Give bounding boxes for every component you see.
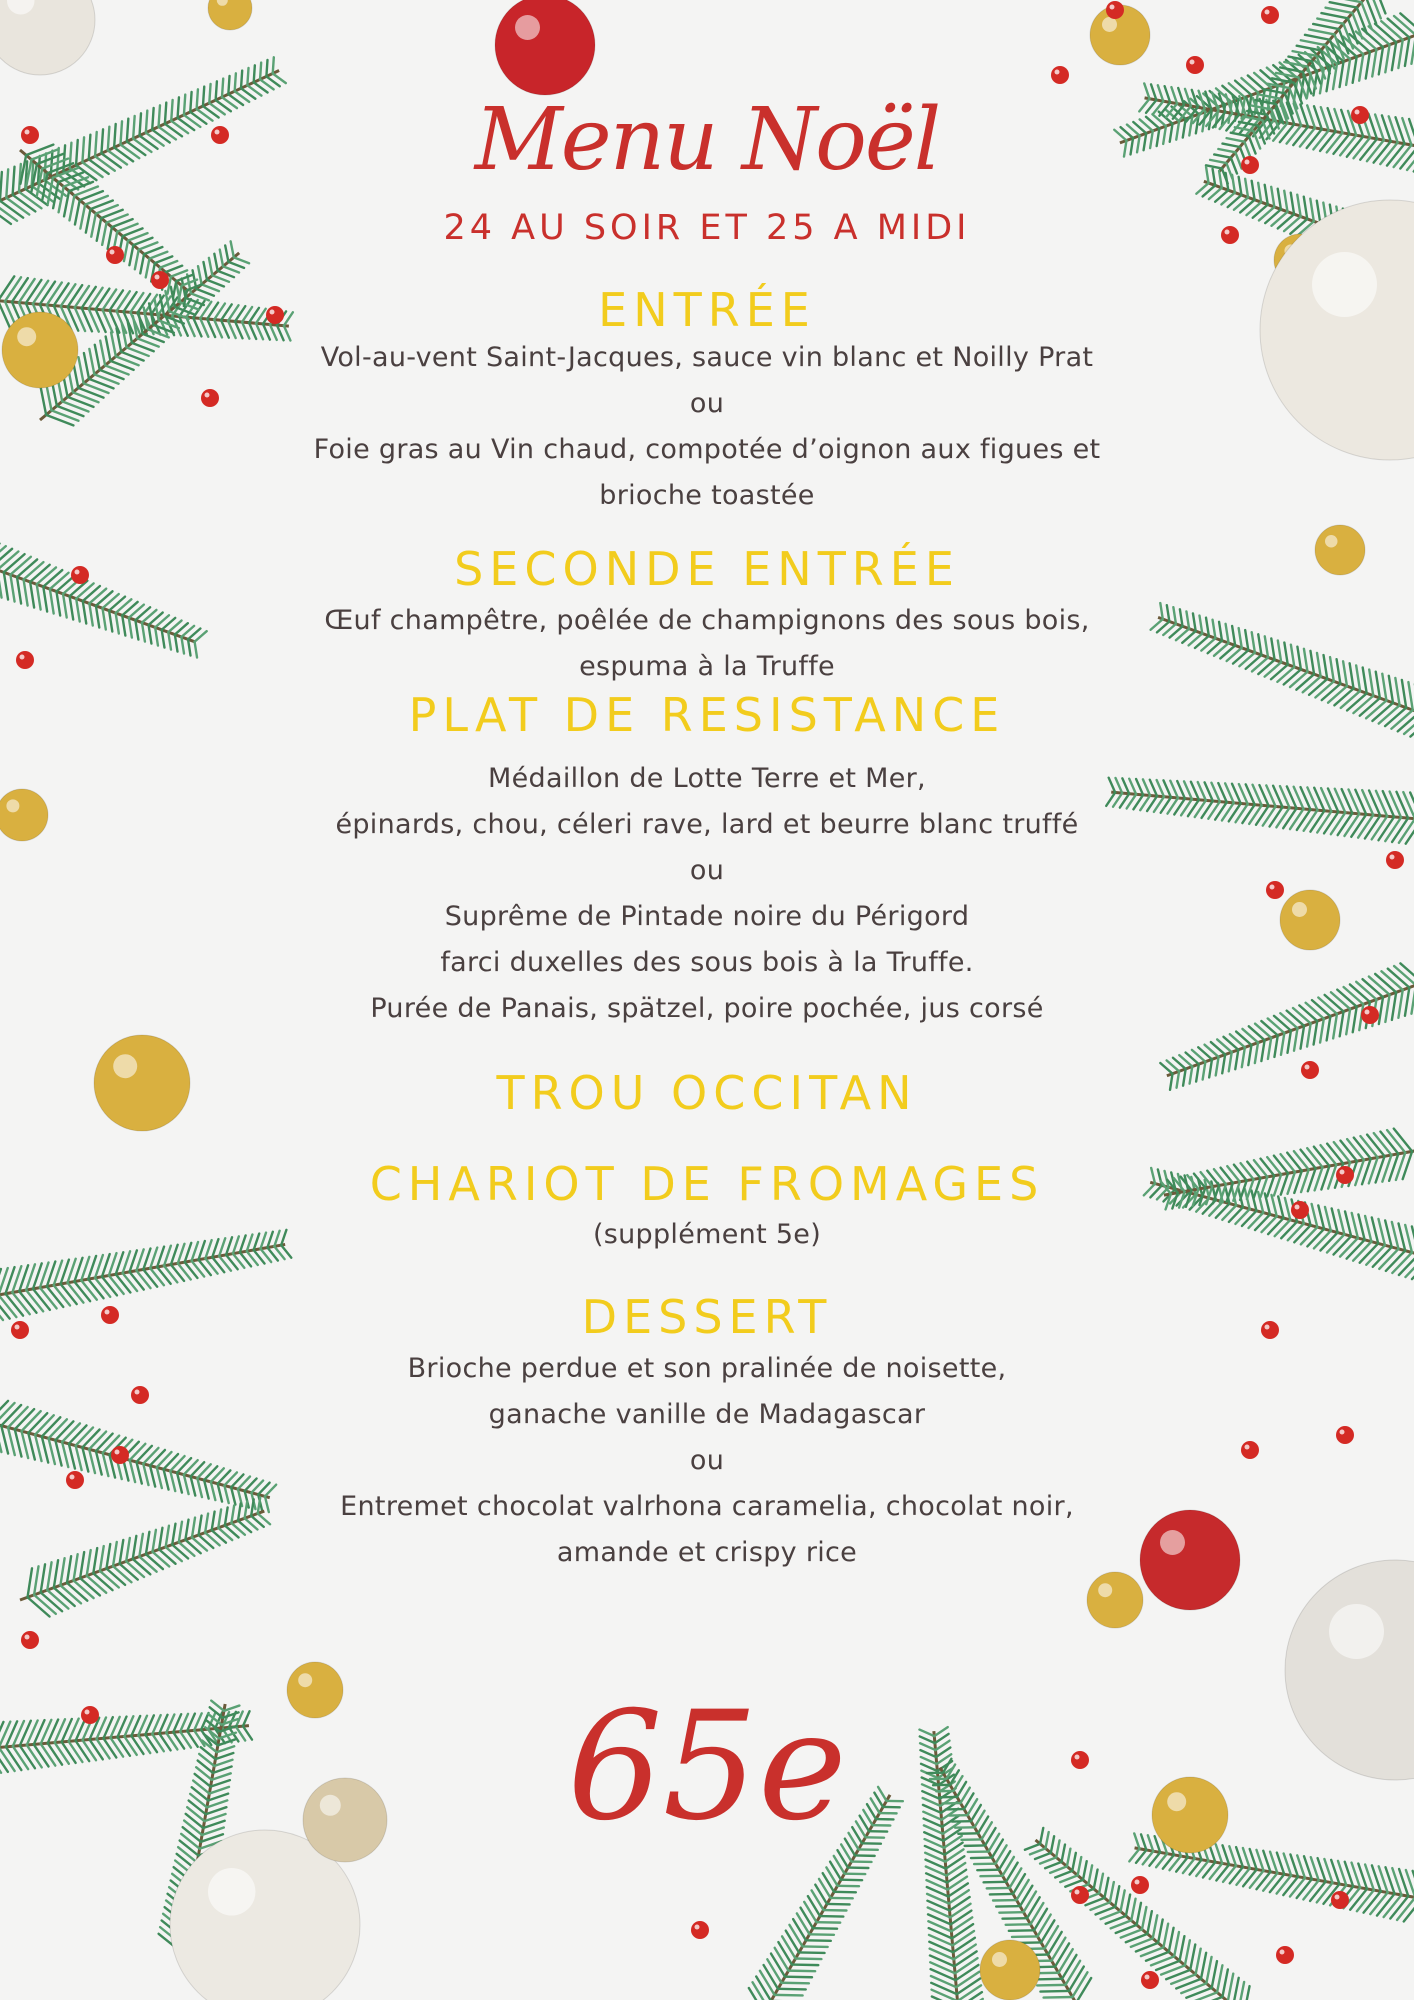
section-heading-entree: ENTRÉE — [598, 283, 816, 337]
menu-line: Purée de Panais, spätzel, poire pochée, jus corsé — [370, 993, 1044, 1024]
menu-line: Œuf champêtre, poêlée de champignons des sous bois, — [324, 605, 1090, 636]
menu-line-ou: ou — [689, 1445, 725, 1476]
menu-line: Suprême de Pintade noire du Périgord — [444, 901, 970, 932]
menu-line: brioche toastée — [599, 480, 815, 511]
menu-line: Foie gras au Vin chaud, compotée d’oignon aux figues et — [313, 434, 1101, 465]
section-heading-seconde-entree: SECONDE ENTRÉE — [454, 542, 960, 596]
section-heading-trou-occitan: TROU OCCITAN — [496, 1066, 918, 1120]
supplement-note: (supplément 5e) — [592, 1219, 822, 1250]
section-heading-chariot-de-fromages: CHARIOT DE FROMAGES — [369, 1157, 1045, 1211]
menu-line: amande et crispy rice — [556, 1537, 858, 1568]
section-heading-dessert: DESSERT — [581, 1290, 833, 1344]
menu-title: Menu Noël — [474, 90, 940, 190]
section-heading-plat-de-resistance: PLAT DE RESISTANCE — [408, 688, 1006, 742]
menu-line-ou: ou — [689, 388, 725, 419]
menu-line-ou: ou — [689, 855, 725, 886]
menu-line: Entremet chocolat valrhona caramelia, chocolat noir, — [340, 1491, 1074, 1522]
menu-line: farci duxelles des sous bois à la Truffe. — [440, 947, 974, 978]
menu-line: ganache vanille de Madagascar — [488, 1399, 926, 1430]
menu-line: espuma à la Truffe — [579, 651, 835, 682]
menu-line: épinards, chou, céleri rave, lard et beurre blanc truffé — [335, 809, 1079, 840]
menu-line: Brioche perdue et son pralinée de noisette, — [407, 1353, 1007, 1384]
menu-subtitle: 24 AU SOIR ET 25 A MIDI — [443, 208, 971, 248]
menu-price: 65e — [567, 1680, 847, 1854]
menu-line: Médaillon de Lotte Terre et Mer, — [488, 763, 926, 794]
menu-line: Vol-au-vent Saint-Jacques, sauce vin blanc et Noilly Prat — [320, 342, 1094, 373]
